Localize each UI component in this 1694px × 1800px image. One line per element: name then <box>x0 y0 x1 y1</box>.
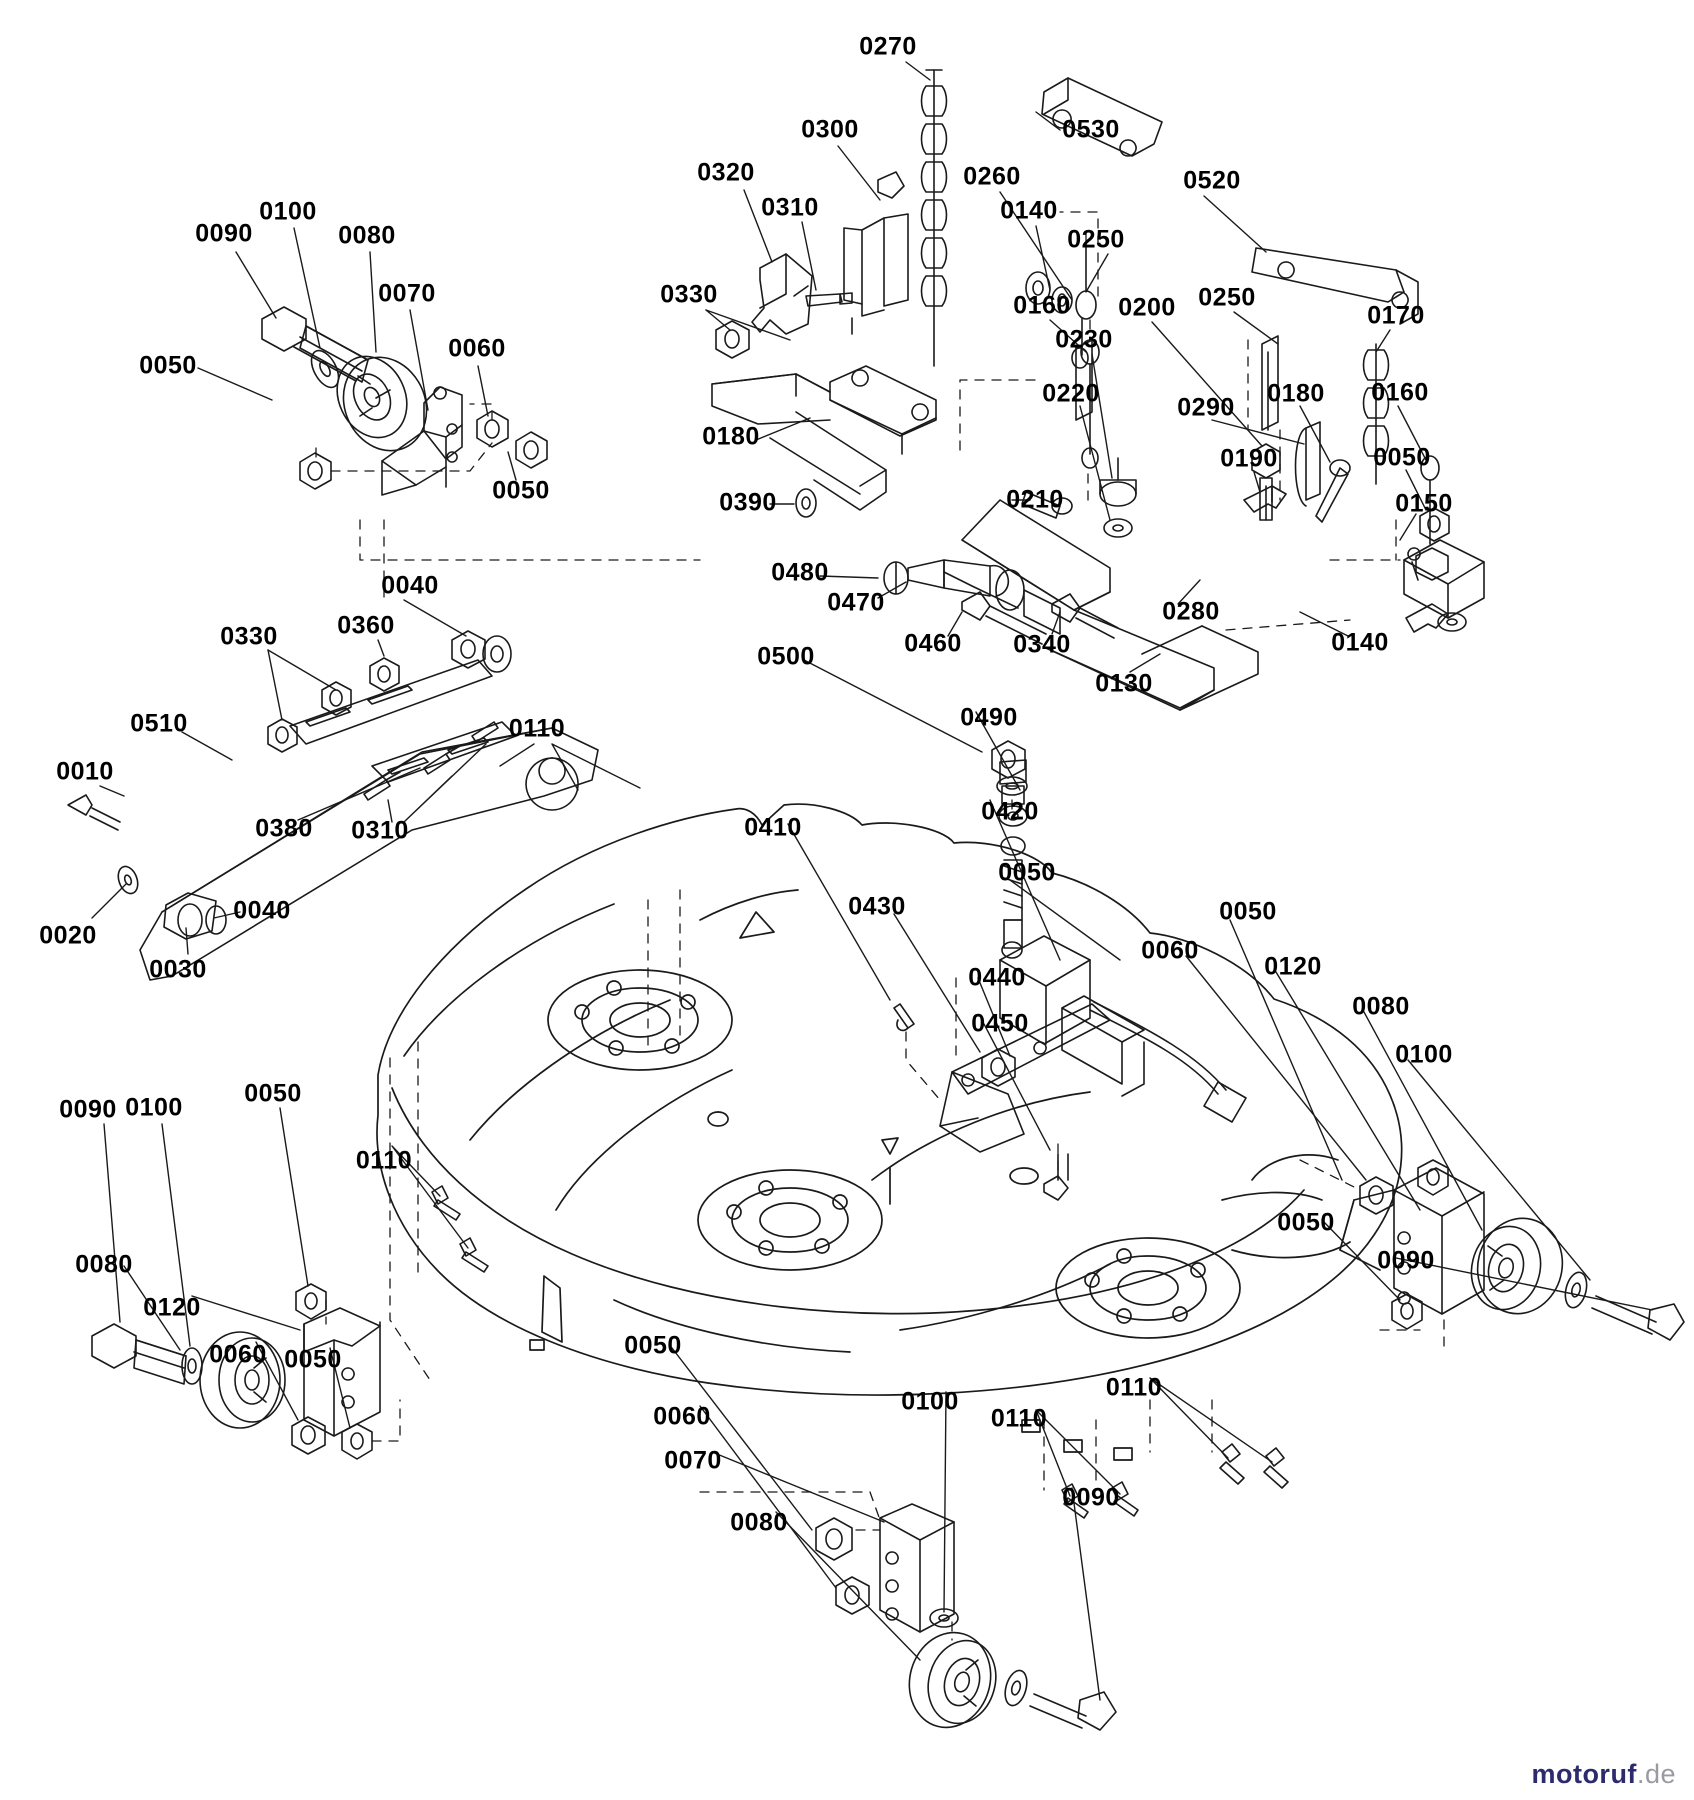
callout-0050-27: 0050 <box>1373 443 1431 472</box>
part-pin-0410 <box>894 1004 914 1030</box>
part-chain-0270 <box>922 70 947 366</box>
callout-0330-39: 0330 <box>220 622 278 651</box>
watermark-tld: de <box>1644 1759 1676 1789</box>
callout-0160-14: 0160 <box>1013 291 1071 320</box>
part-nut-0050-topleft-left <box>300 453 331 489</box>
part-washer-0100-right <box>1562 1270 1590 1310</box>
callout-0080-68: 0080 <box>75 1250 133 1279</box>
watermark <box>1531 1759 1676 1790</box>
callout-0120-70: 0120 <box>143 1293 201 1322</box>
part-nut-0330-c <box>716 321 749 358</box>
callout-0490-43: 0490 <box>960 703 1018 732</box>
callout-0310-48: 0310 <box>351 816 409 845</box>
callout-0120-58: 0120 <box>1264 952 1322 981</box>
callout-0030-53: 0030 <box>149 955 207 984</box>
callout-0050-56: 0050 <box>1219 897 1277 926</box>
callout-0100-61: 0100 <box>1395 1040 1453 1069</box>
part-bracket-0320 <box>752 254 812 334</box>
callout-0060-75: 0060 <box>653 1402 711 1431</box>
callout-0130-41: 0130 <box>1095 669 1153 698</box>
callout-0460-37: 0460 <box>904 629 962 658</box>
callout-0100-76: 0100 <box>901 1387 959 1416</box>
callout-0100-64: 0100 <box>125 1093 183 1122</box>
callout-0040-52: 0040 <box>233 896 291 925</box>
callout-0520-5: 0520 <box>1183 166 1241 195</box>
part-pin-0180-right <box>1316 460 1350 522</box>
callout-0380-47: 0380 <box>255 814 313 843</box>
callout-0510-44: 0510 <box>130 709 188 738</box>
part-bushing-0230 <box>1100 458 1136 506</box>
callout-0270-0: 0270 <box>859 32 917 61</box>
callout-0010-46: 0010 <box>56 757 114 786</box>
callout-0110-77: 0110 <box>990 1404 1048 1433</box>
callout-0050-73: 0050 <box>624 1331 682 1360</box>
part-nut-0050-bottom <box>816 1518 852 1560</box>
callout-0260-4: 0260 <box>963 162 1021 191</box>
callout-0310-6: 0310 <box>761 193 819 222</box>
part-nut-0050-bottomleft-lower <box>342 1424 372 1459</box>
part-nut-0330-a <box>268 719 297 752</box>
part-actuator-cable <box>1090 1002 1246 1122</box>
part-washer-0100-bottom-b <box>1001 1668 1030 1708</box>
callout-0050-65: 0050 <box>244 1079 302 1108</box>
callout-0080-80: 0080 <box>730 1508 788 1537</box>
callout-0300-2: 0300 <box>801 115 859 144</box>
callout-0060-71: 0060 <box>209 1340 267 1369</box>
part-nut-0500 <box>992 741 1025 778</box>
callout-0040-36: 0040 <box>381 571 439 600</box>
callout-0210-30: 0210 <box>1006 485 1064 514</box>
callout-0360-38: 0360 <box>337 611 395 640</box>
callout-0340-40: 0340 <box>1013 630 1071 659</box>
callout-0060-57: 0060 <box>1141 936 1199 965</box>
part-nut-0060-bottom <box>836 1577 869 1614</box>
callout-0250-16: 0250 <box>1198 283 1256 312</box>
part-bracket-0070-bottom <box>880 1504 954 1632</box>
callout-0180-22: 0180 <box>1267 379 1325 408</box>
part-screw-0110-bottom-d <box>1264 1448 1288 1488</box>
callout-0110-45: 0110 <box>508 714 566 743</box>
callout-0050-54: 0050 <box>998 858 1056 887</box>
callout-0090-63: 0090 <box>59 1095 117 1124</box>
callout-0080-59: 0080 <box>1352 992 1410 1021</box>
callout-0480-32: 0480 <box>771 558 829 587</box>
callout-0070-13: 0070 <box>378 279 436 308</box>
callout-0250-11: 0250 <box>1067 225 1125 254</box>
callout-0080-10: 0080 <box>338 221 396 250</box>
part-bolt-0090-right <box>1592 1296 1684 1340</box>
part-bolt-0010 <box>68 795 120 830</box>
part-slotted-bar-0510 <box>290 660 492 744</box>
callout-0090-79: 0090 <box>1062 1483 1120 1512</box>
part-nut-0050-right-top <box>1418 1160 1448 1195</box>
part-bolt-0090-bottom <box>1030 1692 1116 1730</box>
part-bolt-0090-bottomleft <box>92 1324 186 1384</box>
callout-0090-8: 0090 <box>195 219 253 248</box>
part-lift-arm-0510 <box>140 728 598 980</box>
callout-0230-18: 0230 <box>1055 325 1113 354</box>
callout-0500-42: 0500 <box>757 642 815 671</box>
callout-0060-19: 0060 <box>448 334 506 363</box>
callout-0050-20: 0050 <box>139 351 197 380</box>
callout-0390-29: 0390 <box>719 488 777 517</box>
part-clamp-0190-b <box>1412 562 1418 580</box>
callout-0110-66: 0110 <box>355 1146 413 1175</box>
part-bolt-0450 <box>1044 1154 1068 1200</box>
part-bushing-0360 <box>370 658 399 691</box>
part-screw-0110-bottom-c <box>1220 1444 1244 1484</box>
callout-0530-1: 0530 <box>1062 115 1120 144</box>
callout-0140-7: 0140 <box>1000 196 1058 225</box>
watermark-brand: motoruf <box>1531 1759 1637 1789</box>
callout-0050-72: 0050 <box>284 1345 342 1374</box>
callout-0020-51: 0020 <box>39 921 97 950</box>
part-washer-0220 <box>1104 519 1132 537</box>
callout-0160-23: 0160 <box>1371 378 1429 407</box>
callout-0440-60: 0440 <box>968 963 1026 992</box>
callout-0090-69: 0090 <box>1377 1246 1435 1275</box>
part-bracket-0070-topleft <box>382 387 462 495</box>
callout-0140-35: 0140 <box>1331 628 1389 657</box>
part-bracket-0120-right <box>1340 1168 1484 1314</box>
callout-0450-62: 0450 <box>971 1009 1029 1038</box>
watermark-dot: . <box>1636 1759 1645 1789</box>
callout-0110-74: 0110 <box>1105 1373 1163 1402</box>
callout-0190-26: 0190 <box>1220 444 1278 473</box>
part-rod-0300 <box>844 172 908 334</box>
part-nut-0060-right <box>1360 1177 1393 1214</box>
callout-0150-31: 0150 <box>1395 489 1453 518</box>
part-nut-0050-bottomleft-upper <box>296 1284 326 1319</box>
callout-0180-25: 0180 <box>702 422 760 451</box>
part-bushing-0030 <box>164 893 226 939</box>
callout-0430-55: 0430 <box>848 892 906 921</box>
callout-0290-24: 0290 <box>1177 393 1235 422</box>
part-washer-0390 <box>796 489 816 517</box>
callout-0410-50: 0410 <box>744 813 802 842</box>
callout-0070-78: 0070 <box>664 1446 722 1475</box>
callout-0280-33: 0280 <box>1162 597 1220 626</box>
callout-0170-17: 0170 <box>1367 301 1425 330</box>
part-nut-0050-topleft-right <box>516 432 547 468</box>
callout-0050-28: 0050 <box>492 476 550 505</box>
callout-0100-9: 0100 <box>259 197 317 226</box>
callout-0200-15: 0200 <box>1118 293 1176 322</box>
callout-0330-12: 0330 <box>660 280 718 309</box>
callout-0320-3: 0320 <box>697 158 755 187</box>
part-clip-0290 <box>1296 422 1321 506</box>
callout-0470-34: 0470 <box>827 588 885 617</box>
callout-0420-49: 0420 <box>981 797 1039 826</box>
callout-0050-67: 0050 <box>1277 1208 1335 1237</box>
part-nut-0050-right-lower <box>1392 1294 1422 1329</box>
callout-0220-21: 0220 <box>1042 379 1100 408</box>
